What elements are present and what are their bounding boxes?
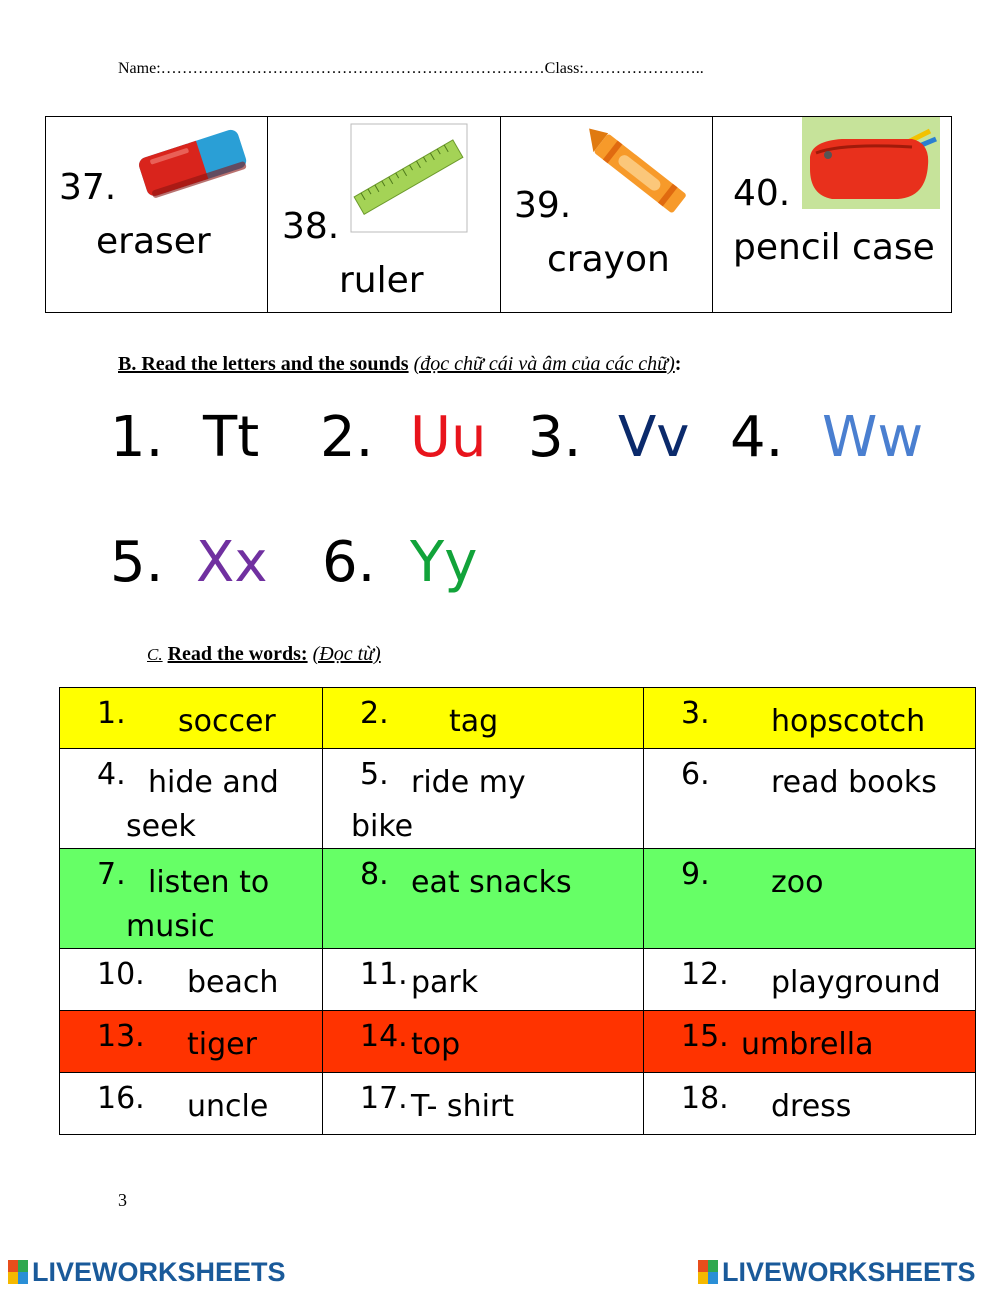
brand-right-text: LIVEWORKSHEETS [722, 1256, 976, 1287]
word-text: T- shirt [411, 1089, 515, 1124]
letter-number: 5. [110, 530, 164, 595]
section-c-subtitle: (Đọc từ) [312, 643, 381, 665]
brand-left-text: LIVEWORKSHEETS [32, 1256, 286, 1287]
vocab-word: eraser [96, 221, 211, 262]
word-number: 15. [681, 1019, 729, 1054]
letter-pair: Vv [618, 405, 690, 470]
vocab-cell-eraser [46, 117, 268, 312]
word-text: beach [187, 965, 279, 1000]
word-cell [60, 949, 323, 1011]
section-b-subtitle: (đọc chữ cái và âm của các chữ) [413, 353, 675, 375]
letter-pair: Uu [410, 405, 487, 470]
word-text: ride my [411, 765, 526, 800]
word-text: top [411, 1027, 461, 1062]
vocab-cell-crayon [501, 117, 713, 312]
eraser-image [132, 121, 254, 199]
letter-pair: Yy [410, 530, 478, 595]
letter-number: 3. [528, 405, 582, 470]
vocab-boxes [45, 116, 952, 313]
table-row [60, 849, 976, 949]
word-cell [60, 1011, 323, 1073]
word-number: 13. [97, 1019, 145, 1054]
crayon-image [571, 121, 701, 227]
word-number: 5. [360, 757, 389, 792]
word-text: eat snacks [411, 865, 572, 900]
word-number: 1. [97, 696, 126, 731]
word-cell [60, 749, 323, 849]
table-row [60, 949, 976, 1011]
vocab-number: 37. [59, 167, 117, 208]
letter-number: 4. [730, 405, 784, 470]
name-class-line: Name:………………………………………………………………Class:………………….. [118, 60, 704, 77]
word-cell [644, 1011, 976, 1073]
brand-right [698, 1257, 976, 1287]
word-cell [323, 749, 644, 849]
page-number: 3 [118, 1190, 127, 1210]
word-cell [323, 949, 644, 1011]
word-number: 8. [360, 857, 389, 892]
section-b-colon: : [674, 353, 682, 375]
word-text-continued: bike [351, 809, 414, 844]
table-row [60, 688, 976, 749]
word-number: 9. [681, 857, 710, 892]
section-c-title: Read the words: [167, 643, 308, 665]
word-text: hide and [148, 765, 279, 800]
liveworksheets-logo-icon [698, 1260, 718, 1284]
section-c-letter: C. [147, 645, 163, 664]
word-text: hopscotch [771, 704, 926, 739]
vocab-word: crayon [547, 239, 670, 280]
words-table [59, 687, 976, 1135]
section-c-heading [147, 643, 381, 666]
ruler-image [350, 123, 468, 233]
pencil-case-image [802, 117, 940, 209]
letter-pair: Xx [196, 530, 268, 595]
letter-number: 1. [110, 405, 164, 470]
word-cell [644, 688, 976, 749]
table-row [60, 1011, 976, 1073]
word-number: 18. [681, 1081, 729, 1116]
liveworksheets-logo-icon [8, 1260, 28, 1284]
word-text: uncle [187, 1089, 269, 1124]
word-number: 6. [681, 757, 710, 792]
word-number: 2. [360, 696, 389, 731]
word-text: zoo [771, 865, 824, 900]
word-text: tag [449, 704, 499, 739]
section-b-title: B. Read the letters and the sounds [118, 353, 409, 375]
table-row [60, 1073, 976, 1135]
vocab-cell-ruler [268, 117, 501, 312]
vocab-number: 40. [733, 173, 791, 214]
word-number: 12. [681, 957, 729, 992]
vocab-number: 38. [282, 206, 340, 247]
word-cell [644, 1073, 976, 1135]
vocab-number: 39. [514, 185, 572, 226]
brand-left [8, 1257, 286, 1287]
word-cell [323, 688, 644, 749]
vocab-cell-pencil-case [713, 117, 951, 312]
letter-pair: Tt [203, 405, 260, 470]
vocab-word: ruler [339, 260, 424, 301]
word-cell [644, 849, 976, 949]
section-b-heading [118, 353, 681, 376]
word-number: 3. [681, 696, 710, 731]
word-cell [323, 1073, 644, 1135]
word-text-continued: seek [126, 809, 196, 844]
word-cell [644, 749, 976, 849]
word-text-continued: music [126, 909, 215, 944]
word-cell [323, 1011, 644, 1073]
word-number: 11. [360, 957, 408, 992]
word-cell [60, 849, 323, 949]
word-number: 7. [97, 857, 126, 892]
word-text: park [411, 965, 479, 1000]
word-number: 16. [97, 1081, 145, 1116]
word-text: soccer [178, 704, 276, 739]
word-number: 10. [97, 957, 145, 992]
letter-number: 6. [322, 530, 376, 595]
letter-pair: Ww [822, 405, 924, 470]
word-number: 14. [360, 1019, 408, 1054]
word-cell [60, 688, 323, 749]
word-text: tiger [187, 1027, 257, 1062]
word-number: 4. [97, 757, 126, 792]
word-text: listen to [148, 865, 270, 900]
word-number: 17. [360, 1081, 408, 1116]
word-cell [60, 1073, 323, 1135]
letter-number: 2. [320, 405, 374, 470]
word-text: dress [771, 1089, 852, 1124]
word-text: playground [771, 965, 941, 1000]
word-cell [323, 849, 644, 949]
word-text: read books [771, 765, 937, 800]
word-cell [644, 949, 976, 1011]
table-row [60, 749, 976, 849]
word-text: umbrella [741, 1027, 874, 1062]
vocab-word: pencil case [733, 227, 935, 268]
